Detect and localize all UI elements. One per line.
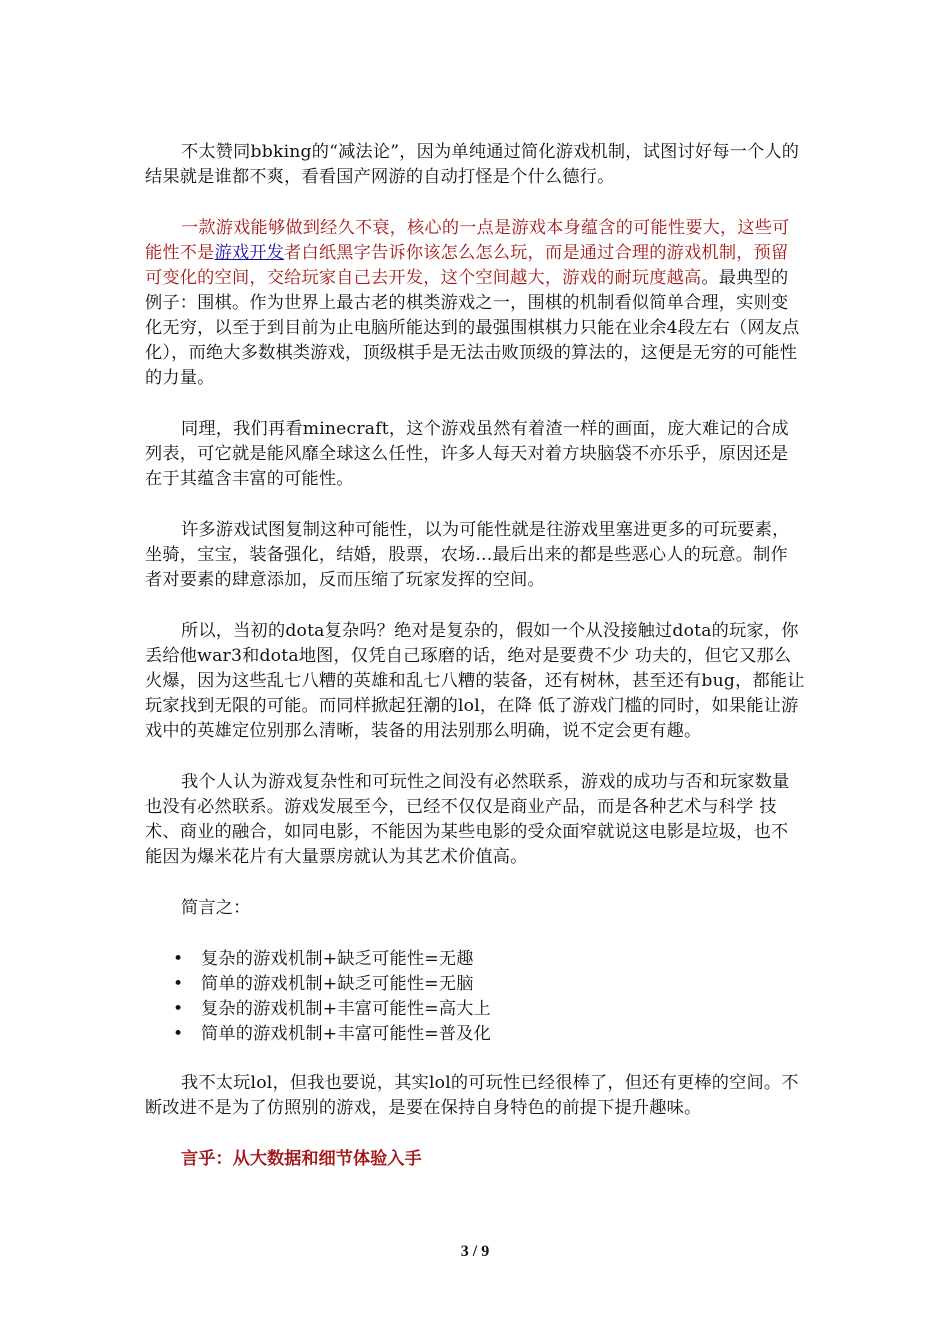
list-item-text: 复杂的游戏机制+缺乏可能性=无趣: [201, 949, 474, 969]
paragraph-2-highlight-a: 一款游戏能够做到经久不衰，核心的一点是游戏本身蕴含的可能性要大，这些可能性不是: [145, 218, 790, 263]
list-item: [145, 997, 805, 1022]
bullet-icon: •: [173, 999, 184, 1019]
list-item-text: 简单的游戏机制+缺乏可能性=无脑: [201, 974, 474, 994]
list-item: [145, 1022, 805, 1047]
section-heading: 言乎：从大数据和细节体验入手: [181, 1149, 422, 1169]
paragraph-6: 我个人认为游戏复杂性和可玩性之间没有必然联系，游戏的成功与否和玩家数量也没有必然联系。游戏发展至今，已经不仅仅是商业产品，而是各种艺术与科学 技术、商业的融合，如同电影，不能因为某些电影的受众面窄就说这电影是垃圾，也不能因为爆米花片有大量票房就认为其艺术价值高。: [145, 772, 790, 867]
list-item-text: 简单的游戏机制+丰富可能性=普及化: [201, 1024, 492, 1044]
bullet-icon: •: [173, 949, 184, 969]
paragraph-1: 不太赞同bbking的“减法论”，因为单纯通过简化游戏机制，试图讨好每一个人的结果就是谁都不爽，看看国产网游的自动打怪是个什么德行。: [145, 142, 800, 187]
paragraph-2-rest: 。最典型的例子：围棋。作为世界上最古老的棋类游戏之一，围棋的机制看似简单合理，实则变化无穷，以至于到目前为止电脑所能达到的最强围棋棋力只能在业余4段左右（网友点化），而绝大多数棋类游戏，顶级棋手是无法击败顶级的算法的，这便是无穷的可能性的力量。: [145, 268, 800, 388]
summary-list: [145, 947, 805, 1047]
list-item: [145, 972, 805, 997]
article-body: [145, 140, 805, 1172]
bullet-icon: •: [173, 1024, 184, 1044]
paragraph-3: 同理，我们再看minecraft，这个游戏虽然有着渣一样的画面，庞大难记的合成列表，可它就是能风靡全球这么任性，许多人每天对着方块脑袋不亦乐乎，原因还是在于其蕴含丰富的可能性。: [145, 419, 789, 489]
paragraph-8: 我不太玩lol，但我也要说，其实lol的可玩性已经很棒了，但还有更棒的空间。不断改进不是为了仿照别的游戏，是要在保持自身特色的前提下提升趣味。: [145, 1073, 799, 1118]
bullet-icon: •: [173, 974, 184, 994]
page-number: 3 / 9: [460, 1243, 490, 1260]
list-item-text: 复杂的游戏机制+丰富可能性=高大上: [201, 999, 492, 1019]
list-item: [145, 947, 805, 972]
paragraph-2-highlight-b: 者白纸黑字告诉你该怎么怎么玩，而是通过合理的游戏机制，预留可变化的空间，交给玩家自己去开发，这个空间越大，游戏的耐玩度越高: [145, 243, 789, 288]
game-dev-link[interactable]: 游戏开发: [214, 243, 285, 263]
paragraph-2: [145, 216, 805, 391]
paragraph-summary-intro: 简言之：: [181, 898, 251, 918]
paragraph-5: 所以，当初的dota复杂吗？绝对是复杂的，假如一个从没接触过dota的玩家，你丢给他war3和dota地图，仅凭自己琢磨的话，绝对是要费不少 功夫的，但它又那么火爆，因为这些乱七八糟的英雄和乱七八糟的装备，还有树林，甚至还有bug，都能让玩家找到无限的可能。而同样掀起狂潮的lol，在降 低了游戏门槛的同时，如果能让游戏中的英雄定位别那么清晰，装备的用法别那么明确，说不定会更有趣。: [145, 621, 805, 741]
paragraph-4: 许多游戏试图复制这种可能性，以为可能性就是往游戏里塞进更多的可玩要素，坐骑，宝宝，装备强化，结婚，股票，农场...最后出来的都是些恶心人的玩意。制作者对要素的肆意添加，反而压缩了玩家发挥的空间。: [145, 520, 790, 590]
